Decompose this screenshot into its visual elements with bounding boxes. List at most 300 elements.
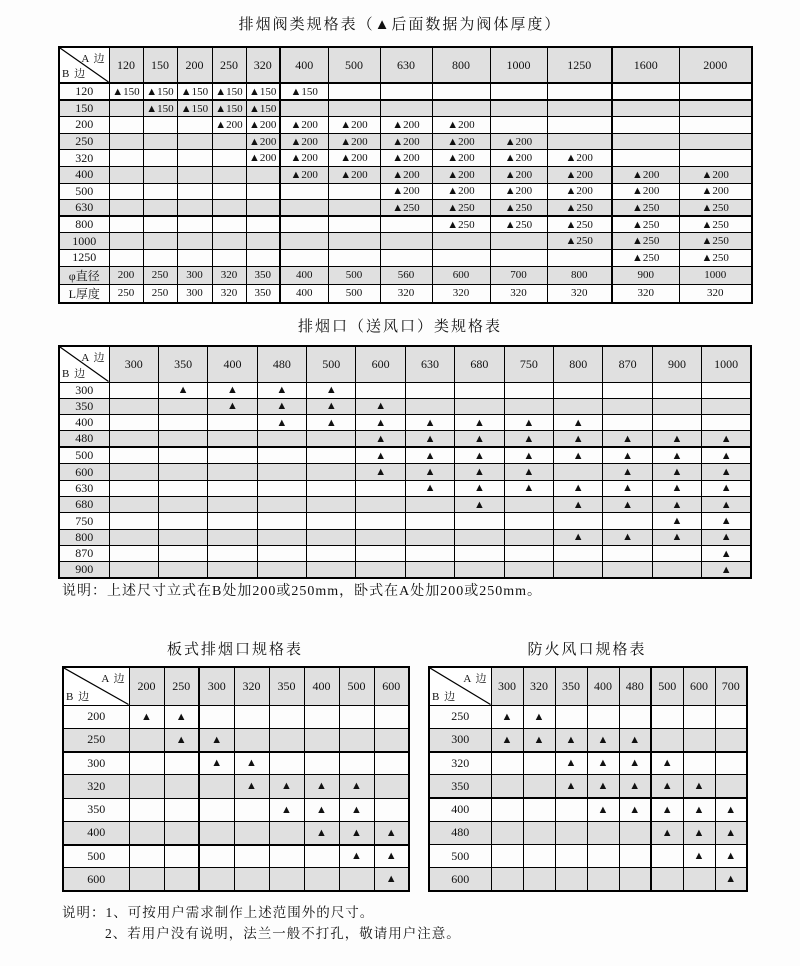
empty-cell (158, 398, 207, 414)
row-label: 400 (59, 415, 109, 431)
spec-cell: ▲ (164, 705, 199, 728)
spec-cell: ▲200 (328, 166, 380, 183)
empty-cell (652, 546, 701, 562)
empty-cell (603, 382, 652, 398)
row-label: 500 (429, 845, 491, 868)
table-row (59, 216, 752, 233)
empty-cell (328, 83, 380, 100)
empty-cell (683, 868, 715, 891)
spec-cell: ▲ (554, 447, 603, 464)
empty-cell (374, 798, 409, 821)
spec-cell: ▲ (304, 821, 339, 844)
empty-cell (280, 233, 328, 250)
table-row (63, 752, 409, 775)
smoke-outlet-table-title: 排烟口（送风口）类规格表 (297, 319, 502, 335)
empty-cell (679, 133, 752, 150)
empty-cell (177, 216, 212, 233)
empty-cell (328, 183, 380, 200)
smoke-valve-table-title: 排烟阀类规格表（▲后面数据为阀体厚度） (238, 17, 562, 33)
empty-cell (158, 546, 207, 562)
spec-cell: ▲200 (547, 183, 612, 200)
fire-damper-table-title: 防火风口规格表 (527, 642, 647, 658)
col-header: 500 (328, 47, 380, 83)
empty-cell (702, 415, 751, 431)
empty-cell (554, 513, 603, 529)
spec-cell: ▲250 (679, 216, 752, 233)
spec-cell: 400 (280, 284, 328, 303)
empty-cell (208, 529, 257, 545)
spec-cell: ▲ (129, 705, 164, 728)
spec-cell: ▲ (652, 513, 701, 529)
table-row (59, 382, 751, 398)
empty-cell (612, 100, 679, 117)
spec-cell: ▲ (339, 821, 374, 844)
spec-cell: ▲250 (612, 249, 679, 266)
empty-cell (109, 529, 158, 545)
spec-cell: ▲ (587, 775, 619, 798)
spec-cell: ▲150 (143, 100, 177, 117)
empty-cell (199, 821, 234, 844)
empty-cell (679, 83, 752, 100)
row-label: 320 (429, 752, 491, 775)
table-row (59, 447, 751, 464)
spec-cell: ▲200 (280, 150, 328, 167)
spec-cell: ▲ (339, 798, 374, 821)
empty-cell (269, 728, 304, 751)
spec-cell: ▲ (304, 775, 339, 798)
spec-cell: ▲200 (432, 133, 490, 150)
empty-cell (109, 464, 158, 480)
spec-cell: ▲ (455, 480, 504, 496)
empty-cell (504, 398, 553, 414)
spec-cell: ▲ (652, 497, 701, 513)
empty-cell (280, 183, 328, 200)
empty-cell (109, 480, 158, 496)
spec-cell: ▲ (455, 431, 504, 448)
empty-cell (491, 821, 523, 844)
spec-cell: ▲200 (328, 150, 380, 167)
empty-cell (158, 464, 207, 480)
spec-cell: ▲200 (432, 183, 490, 200)
table-row (59, 480, 751, 496)
empty-cell (356, 382, 405, 398)
empty-cell (129, 775, 164, 798)
row-label: 800 (59, 529, 109, 545)
empty-cell (679, 100, 752, 117)
empty-cell (158, 431, 207, 448)
spec-cell: ▲ (405, 447, 454, 464)
spec-cell: ▲ (356, 464, 405, 480)
table-row (59, 266, 752, 284)
empty-cell (356, 480, 405, 496)
spec-cell: ▲ (199, 752, 234, 775)
empty-cell (523, 868, 555, 891)
spec-cell: 250 (143, 266, 177, 284)
spec-cell: ▲ (683, 775, 715, 798)
spec-cell: 320 (212, 266, 246, 284)
spec-cell: ▲250 (612, 200, 679, 217)
empty-cell (587, 845, 619, 868)
col-header: 200 (177, 47, 212, 83)
empty-cell (208, 497, 257, 513)
spec-cell: ▲ (374, 845, 409, 868)
empty-cell (523, 798, 555, 821)
empty-cell (587, 821, 619, 844)
spec-cell: 700 (490, 266, 547, 284)
col-header: 480 (619, 667, 651, 705)
spec-cell: ▲250 (490, 200, 547, 217)
empty-cell (257, 546, 306, 562)
spec-cell: ▲ (603, 480, 652, 496)
row-label: 250 (429, 705, 491, 728)
col-header: 630 (405, 346, 454, 382)
empty-cell (491, 868, 523, 891)
empty-cell (177, 249, 212, 266)
spec-cell: ▲250 (547, 200, 612, 217)
spec-cell: 900 (612, 266, 679, 284)
fire-damper-spec-table (428, 666, 748, 892)
spec-cell: ▲ (603, 464, 652, 480)
spec-cell: ▲ (555, 728, 587, 751)
empty-cell (177, 117, 212, 134)
spec-cell: ▲ (683, 798, 715, 821)
empty-cell (491, 845, 523, 868)
b-side-label: B 边 (66, 690, 91, 703)
spec-cell: ▲ (715, 821, 747, 844)
spec-cell: ▲ (257, 382, 306, 398)
col-header: 700 (715, 667, 747, 705)
spec-cell: ▲ (554, 415, 603, 431)
col-header: 350 (269, 667, 304, 705)
empty-cell (702, 382, 751, 398)
footer-notes (62, 902, 461, 944)
col-header: 630 (380, 47, 432, 83)
empty-cell (405, 562, 454, 579)
spec-cell: ▲ (554, 480, 603, 496)
a-side-label: A 边 (81, 53, 106, 65)
spec-cell: 250 (109, 284, 143, 303)
empty-cell (158, 497, 207, 513)
spec-cell: ▲ (356, 398, 405, 414)
empty-cell (143, 166, 177, 183)
spec-cell: 300 (177, 266, 212, 284)
spec-cell: ▲ (702, 431, 751, 448)
table-row (63, 868, 409, 891)
empty-cell (177, 200, 212, 217)
spec-cell: ▲ (455, 415, 504, 431)
empty-cell (374, 705, 409, 728)
table-row (429, 752, 747, 775)
row-label: 630 (59, 200, 109, 217)
col-header: 800 (432, 47, 490, 83)
empty-cell (143, 216, 177, 233)
spec-cell: ▲150 (212, 100, 246, 117)
empty-cell (603, 398, 652, 414)
spec-cell: ▲ (339, 845, 374, 868)
empty-cell (257, 480, 306, 496)
spec-cell: 320 (612, 284, 679, 303)
empty-cell (177, 150, 212, 167)
spec-cell: 300 (177, 284, 212, 303)
spec-cell: 320 (679, 284, 752, 303)
empty-cell (109, 562, 158, 579)
empty-cell (612, 133, 679, 150)
col-header: 500 (307, 346, 356, 382)
table-row (429, 798, 747, 821)
empty-cell (269, 705, 304, 728)
col-header: 350 (555, 667, 587, 705)
spec-cell: ▲200 (380, 150, 432, 167)
empty-cell (307, 464, 356, 480)
empty-cell (356, 529, 405, 545)
smoke-outlet-spec-table (58, 345, 752, 579)
empty-cell (199, 705, 234, 728)
footer-note-line: 2、若用户没有说明，法兰一般不打孔，敬请用户注意。 (105, 926, 461, 941)
empty-cell (164, 868, 199, 891)
spec-cell: 250 (143, 284, 177, 303)
empty-cell (652, 398, 701, 414)
spec-cell: 600 (432, 266, 490, 284)
empty-cell (554, 562, 603, 579)
plate-outlet-table-title: 板式排烟口规格表 (166, 642, 303, 658)
spec-cell: 320 (432, 284, 490, 303)
col-header: 320 (523, 667, 555, 705)
empty-cell (158, 513, 207, 529)
spec-cell: ▲200 (380, 117, 432, 134)
empty-cell (405, 546, 454, 562)
spec-cell: ▲ (455, 447, 504, 464)
empty-cell (109, 216, 143, 233)
empty-cell (380, 83, 432, 100)
spec-cell: ▲150 (246, 83, 280, 100)
spec-cell: ▲ (307, 382, 356, 398)
row-label: 600 (59, 464, 109, 480)
table-row (59, 513, 751, 529)
empty-cell (109, 233, 143, 250)
empty-cell (234, 821, 269, 844)
row-label: 400 (59, 166, 109, 183)
empty-cell (109, 513, 158, 529)
empty-cell (109, 150, 143, 167)
spec-cell: 800 (547, 266, 612, 284)
empty-cell (109, 166, 143, 183)
row-label: 750 (59, 513, 109, 529)
row-label: 150 (59, 100, 109, 117)
empty-cell (504, 513, 553, 529)
empty-cell (129, 821, 164, 844)
empty-cell (490, 249, 547, 266)
table-row (59, 464, 751, 480)
empty-cell (603, 415, 652, 431)
row-label: 600 (429, 868, 491, 891)
empty-cell (129, 845, 164, 868)
empty-cell (234, 868, 269, 891)
spec-cell: 560 (380, 266, 432, 284)
empty-cell (715, 775, 747, 798)
col-header: 600 (374, 667, 409, 705)
row-label: 680 (59, 497, 109, 513)
empty-cell (199, 798, 234, 821)
row-label: 870 (59, 546, 109, 562)
table-row (59, 249, 752, 266)
empty-cell (380, 249, 432, 266)
spec-cell: ▲200 (246, 133, 280, 150)
empty-cell (307, 562, 356, 579)
empty-cell (328, 233, 380, 250)
empty-cell (246, 183, 280, 200)
spec-cell: ▲ (405, 415, 454, 431)
spec-cell: ▲ (702, 513, 751, 529)
empty-cell (212, 166, 246, 183)
spec-cell: ▲ (554, 431, 603, 448)
empty-cell (246, 166, 280, 183)
empty-cell (455, 546, 504, 562)
empty-cell (212, 249, 246, 266)
spec-cell: ▲200 (547, 166, 612, 183)
spec-cell: ▲150 (143, 83, 177, 100)
row-label: 120 (59, 83, 109, 100)
footer-note-line: 说明：1、可按用户需求制作上述范围外的尺寸。 (62, 905, 375, 920)
empty-cell (619, 705, 651, 728)
empty-cell (109, 447, 158, 464)
empty-cell (212, 216, 246, 233)
table-row (59, 431, 751, 448)
empty-cell (554, 382, 603, 398)
empty-cell (356, 546, 405, 562)
empty-cell (328, 100, 380, 117)
empty-cell (177, 133, 212, 150)
spec-cell: ▲ (715, 798, 747, 821)
table-row (59, 284, 752, 303)
empty-cell (491, 752, 523, 775)
col-header: 320 (246, 47, 280, 83)
empty-cell (455, 513, 504, 529)
col-header: 1600 (612, 47, 679, 83)
table-row (59, 415, 751, 431)
row-label: 1000 (59, 233, 109, 250)
empty-cell (380, 233, 432, 250)
col-header: 250 (164, 667, 199, 705)
a-side-label: A 边 (463, 673, 488, 685)
row-label: 200 (59, 117, 109, 134)
empty-cell (208, 513, 257, 529)
empty-cell (246, 249, 280, 266)
spec-cell: ▲ (651, 752, 683, 775)
empty-cell (523, 821, 555, 844)
spec-cell: ▲ (455, 464, 504, 480)
spec-cell: ▲200 (432, 166, 490, 183)
empty-cell (455, 398, 504, 414)
table-row (429, 868, 747, 891)
row-label: 350 (63, 798, 129, 821)
spec-cell: ▲ (619, 752, 651, 775)
spec-cell: ▲150 (177, 83, 212, 100)
spec-cell: ▲ (307, 398, 356, 414)
empty-cell (177, 183, 212, 200)
empty-cell (280, 200, 328, 217)
spec-cell: ▲250 (679, 249, 752, 266)
table-row (59, 117, 752, 134)
empty-cell (164, 775, 199, 798)
empty-cell (199, 868, 234, 891)
empty-cell (257, 562, 306, 579)
row-label: 400 (63, 821, 129, 844)
empty-cell (280, 100, 328, 117)
spec-cell: ▲ (208, 382, 257, 398)
col-header: 400 (280, 47, 328, 83)
spec-cell: ▲200 (280, 166, 328, 183)
empty-cell (491, 798, 523, 821)
row-label: 250 (63, 728, 129, 751)
empty-cell (234, 705, 269, 728)
row-label: 900 (59, 562, 109, 579)
spec-cell: ▲ (374, 868, 409, 891)
empty-cell (405, 497, 454, 513)
empty-cell (679, 117, 752, 134)
spec-cell: ▲150 (212, 83, 246, 100)
col-header: 300 (491, 667, 523, 705)
empty-cell (269, 868, 304, 891)
empty-cell (304, 728, 339, 751)
spec-cell: ▲ (257, 398, 306, 414)
empty-cell (554, 546, 603, 562)
empty-cell (603, 546, 652, 562)
empty-cell (129, 798, 164, 821)
col-header: 350 (158, 346, 207, 382)
spec-cell: ▲200 (612, 166, 679, 183)
col-header: 750 (504, 346, 553, 382)
empty-cell (651, 728, 683, 751)
row-label: 350 (59, 398, 109, 414)
empty-cell (523, 845, 555, 868)
spec-cell: ▲ (651, 775, 683, 798)
empty-cell (143, 233, 177, 250)
row-label: 300 (59, 382, 109, 398)
spec-cell: 1000 (679, 266, 752, 284)
empty-cell (177, 233, 212, 250)
empty-cell (129, 868, 164, 891)
b-side-label: B 边 (432, 690, 457, 703)
empty-cell (702, 398, 751, 414)
spec-cell: ▲250 (432, 200, 490, 217)
empty-cell (212, 200, 246, 217)
spec-cell: ▲250 (380, 200, 432, 217)
empty-cell (280, 249, 328, 266)
empty-cell (490, 100, 547, 117)
spec-cell: ▲ (587, 798, 619, 821)
corner-cell (429, 667, 491, 705)
spec-cell: ▲200 (547, 150, 612, 167)
empty-cell (651, 705, 683, 728)
b-side-label: B 边 (62, 367, 87, 380)
empty-cell (129, 752, 164, 775)
empty-cell (612, 117, 679, 134)
table-row (59, 100, 752, 117)
empty-cell (307, 431, 356, 448)
empty-cell (109, 398, 158, 414)
empty-cell (212, 233, 246, 250)
empty-cell (619, 868, 651, 891)
empty-cell (109, 183, 143, 200)
empty-cell (109, 382, 158, 398)
empty-cell (199, 845, 234, 868)
empty-cell (143, 133, 177, 150)
empty-cell (328, 249, 380, 266)
row-label: L厚度 (59, 284, 109, 303)
empty-cell (504, 562, 553, 579)
empty-cell (208, 447, 257, 464)
table-row (59, 562, 751, 579)
